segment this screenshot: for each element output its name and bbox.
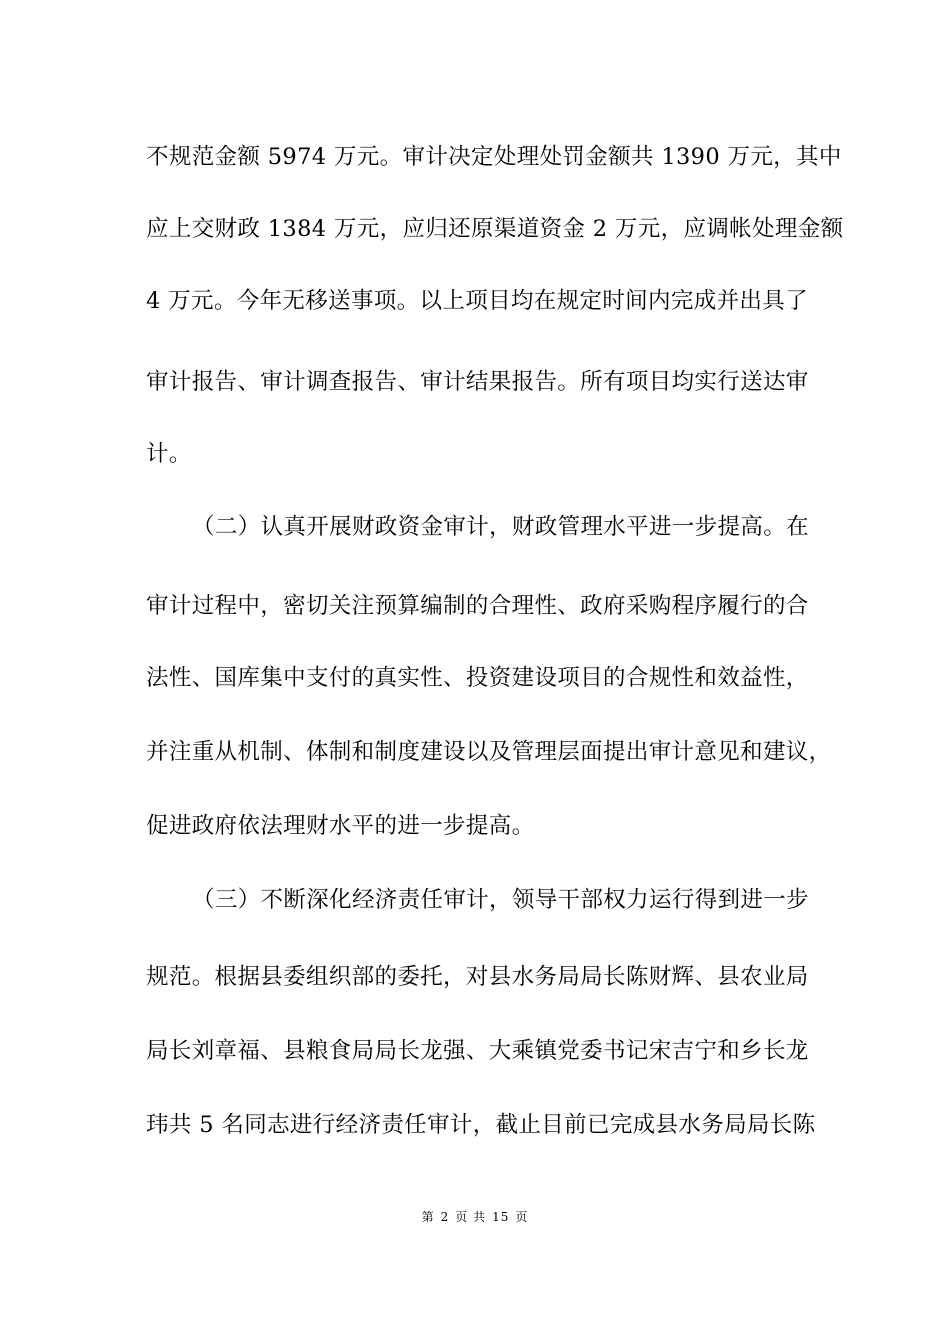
total-pages-number: 15 bbox=[492, 1210, 510, 1224]
page-label-mid: 页 共 bbox=[455, 1210, 487, 1224]
body-line-4: 审计报告、审计调查报告、审计结果报告。所有项目均实行送达审 bbox=[146, 369, 809, 395]
body-line-10: 促进政府依法理财水平的进一步提高。 bbox=[146, 813, 535, 839]
section-three-heading-line: （三）不断深化经济责任审计，领导干部权力运行得到进一步 bbox=[192, 887, 809, 913]
body-line-7: 审计过程中，密切关注预算编制的合理性、政府采购程序履行的合 bbox=[146, 593, 809, 619]
current-page-number: 2 bbox=[440, 1210, 450, 1224]
body-line-1: 不规范金额 5974 万元。审计决定处理处罚金额共 1390 万元，其中 bbox=[146, 144, 842, 170]
body-line-2: 应上交财政 1384 万元，应归还原渠道资金 2 万元，应调帐处理金额 bbox=[146, 216, 844, 242]
body-line-13: 局长刘章福、县粮食局局长龙强、大乘镇党委书记宋吉宁和乡长龙 bbox=[146, 1038, 809, 1064]
section-two-heading-line: （二）认真开展财政资金审计，财政管理水平进一步提高。在 bbox=[192, 514, 809, 540]
body-line-8: 法性、国库集中支付的真实性、投资建设项目的合规性和效益性， bbox=[146, 665, 809, 691]
page-label-prefix: 第 bbox=[421, 1210, 435, 1224]
page-label-suffix: 页 bbox=[515, 1210, 529, 1224]
page-footer bbox=[0, 1209, 950, 1225]
body-line-14: 玮共 5 名同志进行经济责任审计，截止目前已完成县水务局局长陈 bbox=[146, 1112, 816, 1138]
body-line-5: 计。 bbox=[146, 441, 192, 467]
body-line-9: 并注重从机制、体制和制度建设以及管理层面提出审计意见和建议， bbox=[146, 739, 832, 765]
body-line-3: 4 万元。今年无移送事项。以上项目均在规定时间内完成并出具了 bbox=[146, 288, 808, 314]
body-line-12: 规范。根据县委组织部的委托，对县水务局局长陈财辉、县农业局 bbox=[146, 964, 809, 990]
